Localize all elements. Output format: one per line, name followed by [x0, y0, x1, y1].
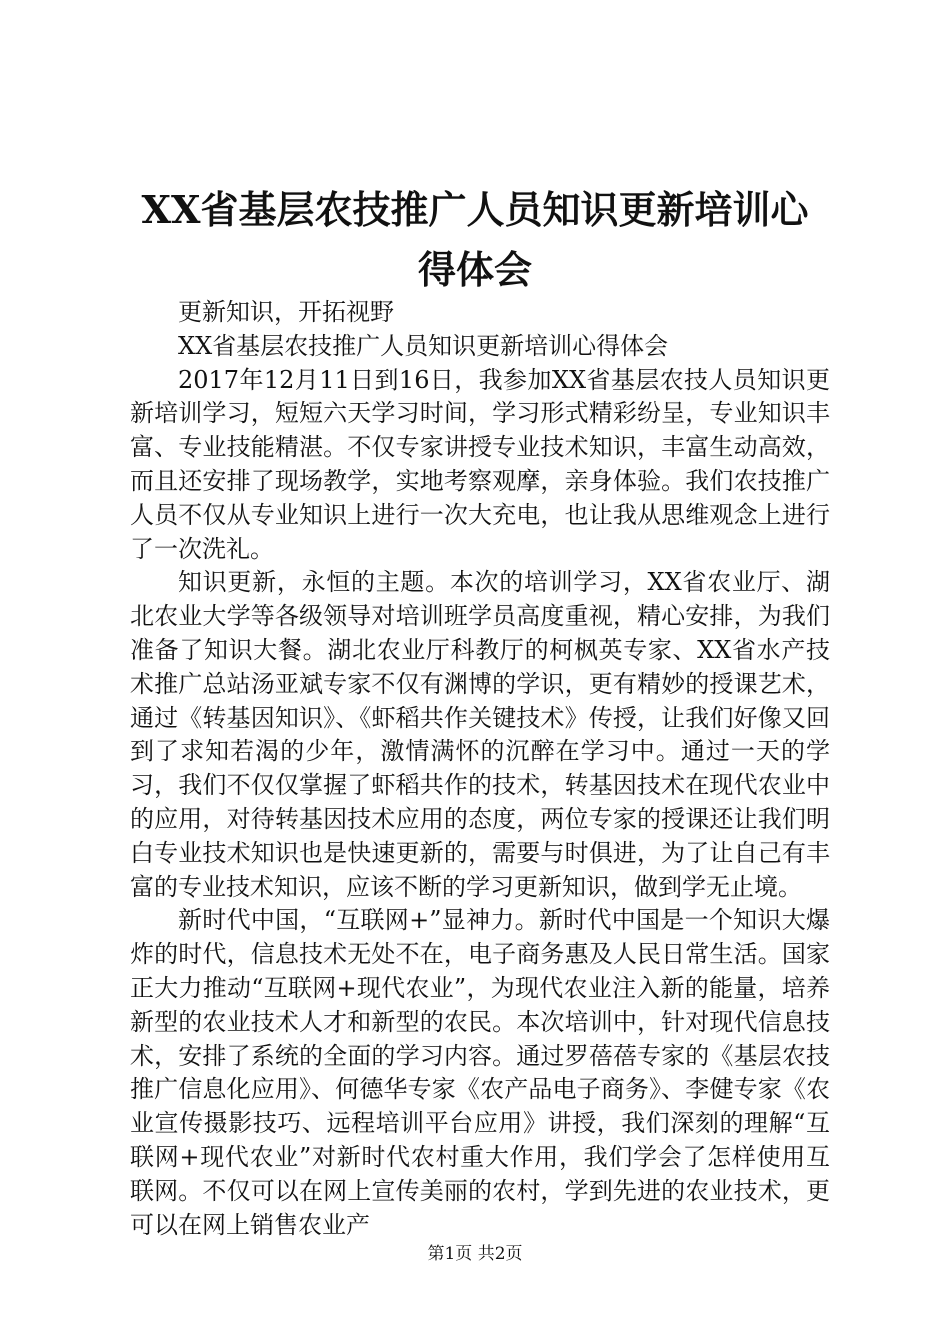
paragraph-knowledge-update: 知识更新，永恒的主题。本次的培训学习，XX省农业厅、湖北农业大学等各级领导对培训班学员高度重视，精心安排，为我们准备了知识大餐。湖北农业厅科教厅的柯枫英专家、XX省水产技术推广总站汤亚斌专家不仅有渊博的学识，更有精妙的授课艺术，通过《转基因知识》、《虾稻共作关键技术》传授，让我们好像又回到了求知若渴的少年，激情满怀的沉醉在学习中。通过一天的学习，我们不仅仅掌握了虾稻共作的技术，转基因技术在现代农业中的应用，对待转基因技术应用的态度，两位专家的授课还让我们明白专业技术知识也是快速更新的，需要与时俱进，为了让自己有丰富的专业技术知识，应该不断的学习更新知识，做到学无止境。: [130, 568, 830, 901]
page-number-footer: 第1页 共2页: [427, 1244, 523, 1264]
document-title: XX省基层农技推广人员知识更新培训心得体会: [141, 187, 809, 292]
paragraph-internet-plus: 新时代中国，“互联网+”显神力。新时代中国是一个知识大爆炸的时代，信息技术无处不在，电子商务惠及人民日常生活。国家正大力推动“互联网+现代农业”，为现代农业注入新的能量，培养新型的农业技术人才和新型的农民。本次培训中，针对现代信息技术，安排了系统的全面的学习内容。通过罗蓓蓓专家的《基层农技推广信息化应用》、何德华专家《农产品电子商务》、李健专家《农业宣传摄影技巧、远程培训平台应用》讲授，我们深刻的理解“互联网+现代农业”对新时代农村重大作用，我们学会了怎样使用互联网。不仅可以在网上宣传美丽的农村，学到先进的农业技术，更可以在网上销售农业产: [130, 906, 830, 1239]
paragraph-heading: XX省基层农技推广人员知识更新培训心得体会: [178, 331, 669, 360]
paragraph-subtitle: 更新知识，开拓视野: [178, 298, 394, 326]
document-body: [130, 296, 830, 1242]
paragraph-intro: 2017年12月11日到16日，我参加XX省基层农技人员知识更新培训学习，短短六天学习时间，学习形式精彩纷呈，专业知识丰富、专业技能精湛。不仅专家讲授专业技术知识，丰富生动高效，而且还安排了现场教学，实地考察观摩，亲身体验。我们农技推广人员不仅从专业知识上进行一次大充电，也让我从思维观念上进行了一次洗礼。: [130, 365, 830, 563]
